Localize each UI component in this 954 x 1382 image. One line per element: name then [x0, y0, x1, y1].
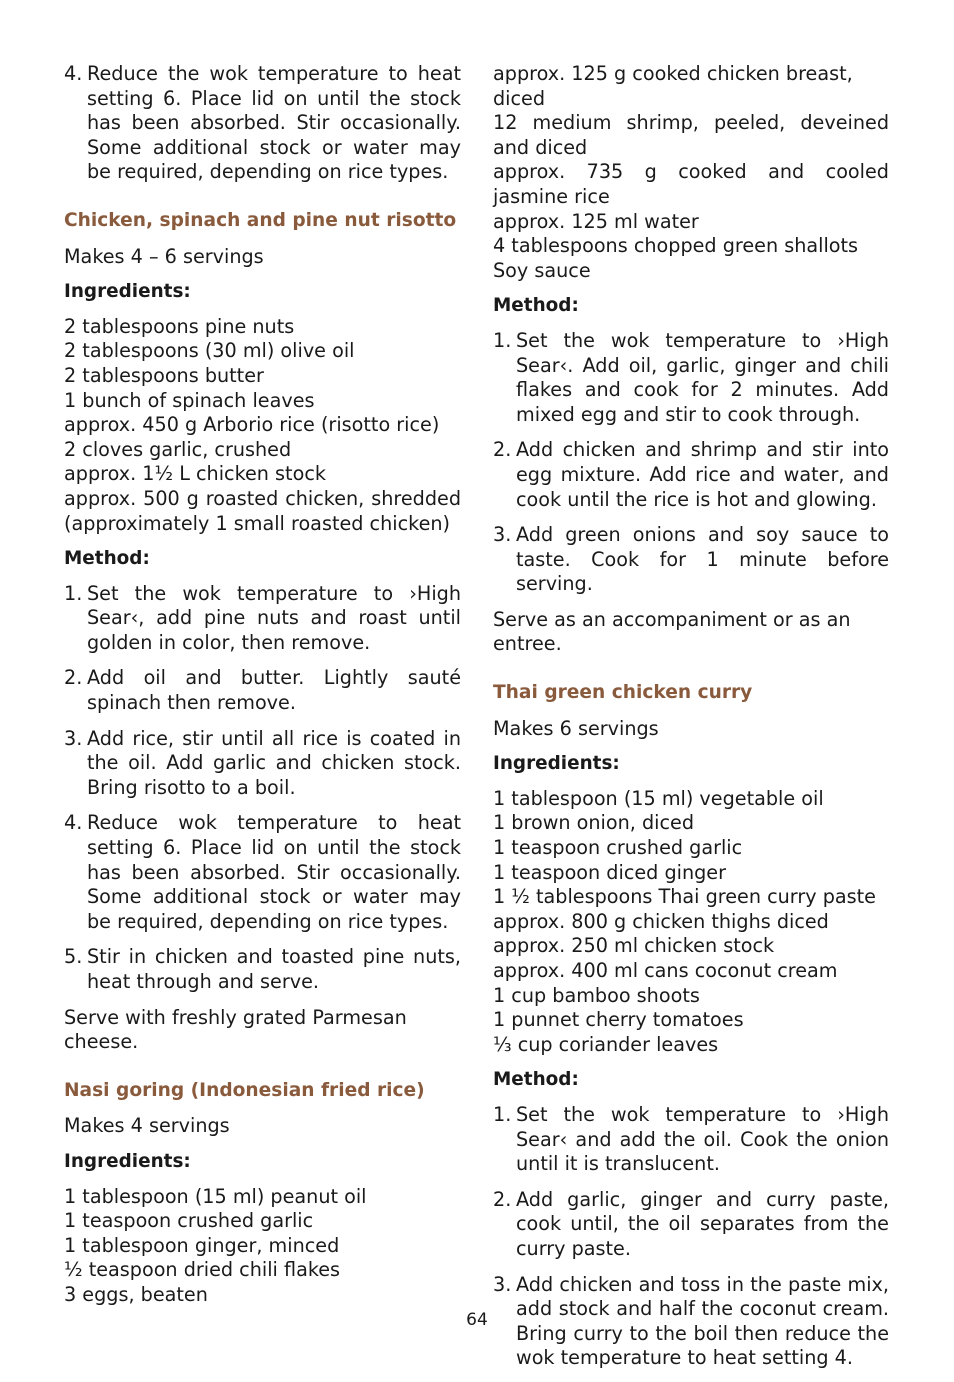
step-text: Add green onions and soy sauce to taste. Cook for 1 minute before serving.: [516, 523, 889, 596]
method-step: [493, 329, 889, 427]
servings: Makes 4 – 6 servings: [64, 244, 264, 268]
ingredient-item: 1 ½ tablespoons Thai green curry paste: [493, 885, 876, 909]
ingredients-heading: Ingredients:: [493, 753, 620, 775]
ingredient-item: 4 tablespoons chopped green shallots: [493, 234, 859, 258]
method-heading: Method:: [493, 1069, 579, 1091]
right-column: [493, 62, 889, 1382]
step-text: Set the wok temperature to ›High Sear‹ and add the oil. Cook the onion until it is translucent.: [516, 1102, 889, 1176]
method-step: [64, 727, 461, 801]
step-text: Add garlic, ginger and curry paste, cook until, the oil separates from the curry paste.: [516, 1187, 889, 1260]
step-number: 4.: [64, 811, 83, 835]
step-text: Set the wok temperature to ›High Sear‹, add pine nuts and roast until golden in color, then remove.: [87, 581, 461, 654]
servings: Makes 4 servings: [64, 1114, 230, 1138]
step-number: 1.: [493, 328, 512, 352]
step-text: Stir in chicken and toasted pine nuts, heat through and serve.: [87, 945, 461, 993]
serving-note: Serve as an accompaniment or as an entree.: [493, 607, 851, 656]
ingredient-item: 1 punnet cherry tomatoes: [493, 1008, 744, 1032]
step-text: Add oil and butter. Lightly sauté spinach then remove.: [87, 666, 461, 715]
step-number: 3.: [493, 1272, 512, 1296]
step-number: 5.: [64, 945, 83, 969]
step-text: Set the wok temperature to ›High Sear‹. Add oil, garlic, ginger and chili flakes and cook for 2 minutes. Add mixed egg and stir to cook through.: [516, 328, 889, 426]
method-step: [64, 582, 461, 656]
step-number: 1.: [493, 1102, 512, 1126]
ingredient-item: 12 medium shrimp, peeled, deveined and diced: [493, 111, 889, 159]
method-step: [64, 62, 461, 185]
step-number: 3.: [493, 523, 512, 547]
method-step: [493, 438, 889, 512]
ingredient-item: approx. 735 g cooked and cooled jasmine rice: [493, 160, 889, 208]
step-number: 2.: [493, 1187, 512, 1211]
ingredient-item: ⅓ cup coriander leaves: [493, 1032, 719, 1056]
ingredients-list: [64, 315, 461, 536]
ingredient-item: 1 teaspoon crushed garlic: [64, 1209, 314, 1233]
step-text: Add rice, stir until all rice is coated in the oil. Add garlic and chicken stock. Bring risotto to a boil.: [87, 726, 461, 799]
ingredient-item: 2 tablespoons (30 ml) olive oil: [64, 339, 355, 363]
ingredient-item: 1 tablespoon (15 ml) peanut oil: [64, 1184, 367, 1208]
ingredients-list: [493, 787, 889, 1058]
step-text: Reduce the wok temperature to heat setting 6. Place lid on until the stock has been absorbed. Stir occasionally. Some additional stock or water may be required, depending on rice types.: [87, 62, 461, 184]
ingredient-item: 1 brown onion, diced: [493, 811, 695, 835]
method-step: [493, 1188, 889, 1262]
ingredient-item: 2 tablespoons butter: [64, 363, 264, 387]
ingredient-item: 1 cup bamboo shoots: [493, 983, 700, 1007]
step-number: 4.: [64, 62, 83, 85]
servings: Makes 6 servings: [493, 716, 659, 740]
ingredient-item: approx. 450 g Arborio rice (risotto rice): [64, 413, 440, 437]
ingredient-item: approx. 800 g chicken thighs diced: [493, 909, 829, 933]
method-step: [64, 811, 461, 934]
ingredient-item: 1 bunch of spinach leaves: [64, 388, 315, 412]
ingredient-item: 1 tablespoon ginger, minced: [64, 1233, 340, 1257]
ingredients-heading: Ingredients:: [64, 281, 191, 303]
ingredient-item: 3 eggs, beaten: [64, 1282, 208, 1306]
method-step: [64, 666, 461, 715]
serving-note: Serve with freshly grated Parmesan cheese.: [64, 1005, 407, 1054]
step-text: Reduce wok temperature to heat setting 6. Place lid on until the stock has been absorbed. Stir occasionally. Some additional stock or water may be required, depending on rice types.: [87, 811, 461, 933]
ingredients-list: [64, 1185, 461, 1308]
ingredient-item: 1 teaspoon diced ginger: [493, 860, 726, 884]
ingredient-item: approx. 500 g roasted chicken, shredded (approximately 1 small roasted chicken): [64, 486, 461, 535]
left-column: [64, 62, 461, 1319]
ingredient-item: approx. 1½ L chicken stock: [64, 462, 326, 486]
page-number: 64: [466, 1310, 488, 1330]
ingredient-item: approx. 400 ml cans coconut cream: [493, 959, 838, 982]
step-text: Add chicken and toss in the paste mix, add stock and half the coconut cream. Bring curry to the boil then reduce the wok temperature to heat setting 4.: [516, 1272, 889, 1370]
step-number: 2.: [493, 438, 512, 462]
method-heading: Method:: [493, 295, 579, 317]
step-number: 2.: [64, 666, 83, 690]
method-step: [64, 945, 461, 994]
ingredient-item: Soy sauce: [493, 258, 591, 282]
ingredient-item: 1 teaspoon crushed garlic: [493, 836, 743, 860]
method-step: [493, 1103, 889, 1177]
ingredient-item: 2 tablespoons pine nuts: [64, 314, 295, 338]
ingredient-item: approx. 125 ml water: [493, 209, 699, 233]
ingredients-list: [493, 62, 889, 283]
method-heading: Method:: [64, 548, 150, 570]
step-number: 1.: [64, 581, 83, 605]
ingredients-heading: Ingredients:: [64, 1150, 191, 1172]
method-step: [493, 523, 889, 597]
recipe-title-nasi: Nasi goring (Indonesian fried rice): [64, 1079, 425, 1101]
ingredient-item: 2 cloves garlic, crushed: [64, 437, 292, 461]
step-number: 3.: [64, 726, 83, 750]
step-text: Add chicken and shrimp and stir into egg mixture. Add rice and water, and cook until the rice is hot and glowing.: [516, 438, 889, 511]
ingredient-item: approx. 250 ml chicken stock: [493, 934, 775, 958]
ingredient-item: approx. 125 g cooked chicken breast, diced: [493, 62, 853, 110]
ingredient-item: 1 tablespoon (15 ml) vegetable oil: [493, 786, 824, 810]
recipe-title-risotto: Chicken, spinach and pine nut risotto: [64, 209, 457, 231]
ingredient-item: ½ teaspoon dried chili flakes: [64, 1258, 341, 1282]
recipe-title-curry: Thai green chicken curry: [493, 682, 753, 704]
